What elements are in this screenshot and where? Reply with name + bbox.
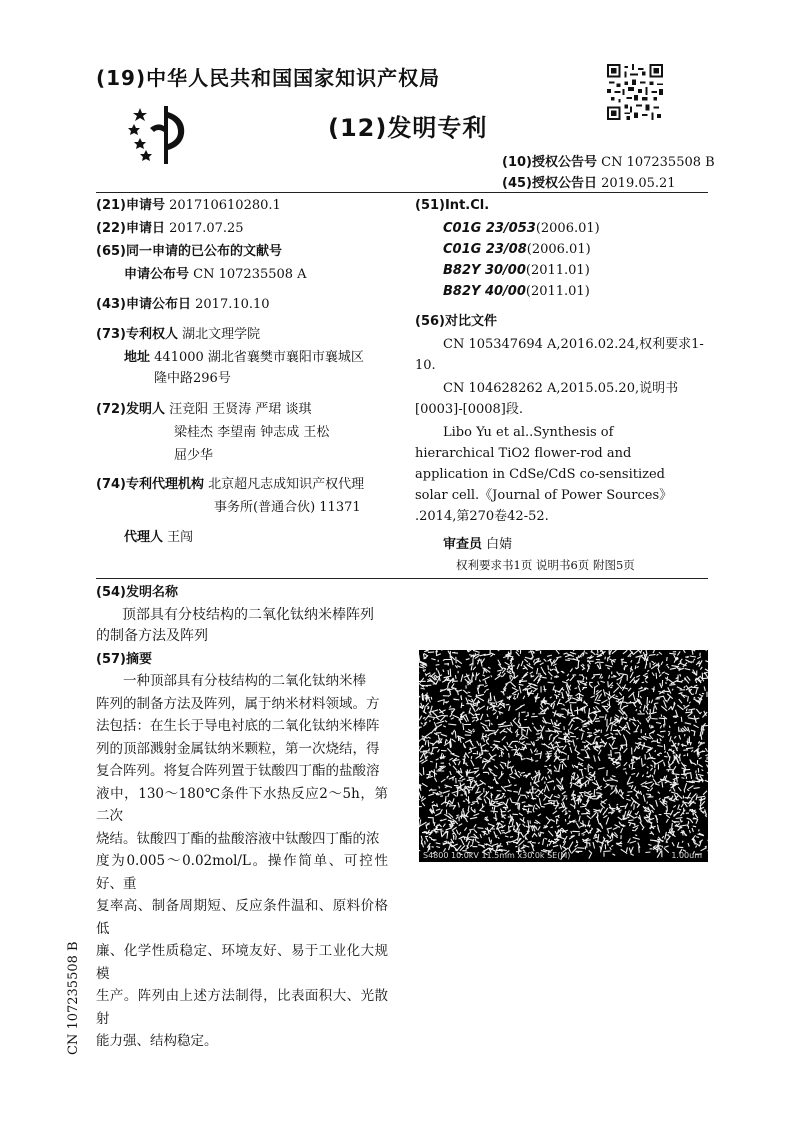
sem-caption: S4800 10.0kV 11.5mm x30.0k SE(M): [423, 851, 571, 860]
title-block: [96, 582, 396, 670]
header-divider: [96, 192, 708, 193]
application-number: (21)申请号 201710610280.1: [96, 198, 281, 213]
prior-publication-date: (43)申请公布日 2017.10.10: [96, 297, 270, 312]
inventors-line3: 屈少华: [174, 448, 214, 463]
sem-micrograph-image: [419, 650, 708, 862]
ref-3-line3: application in CdSe/CdS co-sensitized: [415, 467, 665, 482]
ipc-3: B82Y 30/00(2011.01): [443, 263, 590, 278]
address: 地址 441000 湖北省襄樊市襄阳市襄城区: [124, 350, 364, 365]
mid-divider: [96, 578, 708, 579]
ipc-1: C01G 23/053(2006.01): [443, 221, 600, 236]
address-line2: 隆中路296号: [154, 371, 231, 386]
application-date: (22)申请日 2017.07.25: [96, 221, 244, 236]
ref-3: Libo Yu et al..Synthesis of: [443, 425, 614, 440]
publication-date: (45)授权公告日 2019.05.21: [502, 176, 676, 191]
agent: 代理人 王闯: [124, 530, 194, 545]
ref-2-line2: [0003]-[0008]段.: [415, 402, 523, 417]
document-type: (12)发明专利: [328, 114, 488, 142]
ref-3-line2: hierarchical TiO2 flower-rod and: [415, 446, 632, 461]
abstract-label: (57)摘要: [96, 652, 152, 667]
inventors-line2: 梁桂杰 李望南 钟志成 王松: [174, 425, 330, 440]
side-patent-number: CN 107235508 B: [66, 941, 81, 1055]
agency: (74)专利代理机构 北京超凡志成知识产权代理: [96, 477, 365, 492]
ref-1: CN 105347694 A,2016.02.24,权利要求1-: [443, 337, 704, 352]
publication-number: (10)授权公告号 CN 107235508 B: [502, 155, 715, 170]
ref-1-line2: 10.: [415, 358, 436, 373]
ref-3-line5: .2014,第270卷42-52.: [415, 509, 549, 524]
ref-3-line4: solar cell.《Journal of Power Sources》: [415, 488, 673, 503]
inventors: (72)发明人 汪竞阳 王贤涛 严珺 谈琪: [96, 402, 312, 417]
examiner: 审查员 白婧: [443, 537, 513, 552]
page-counts: 权利要求书1页 说明书6页 附图5页: [456, 558, 635, 572]
office-name: (19)中华人民共和国国家知识产权局: [96, 66, 441, 90]
title-line1: 顶部具有分枝结构的二氧化钛纳米棒阵列: [122, 607, 374, 623]
sem-scale-bar: 1.00um: [671, 851, 702, 860]
sem-texture: [419, 650, 708, 862]
title-label: (54)发明名称: [96, 585, 178, 600]
bibliographic-left: [96, 195, 406, 548]
cnipa-logo-icon: [128, 104, 188, 166]
prior-publication-number: 申请公布号 CN 107235508 A: [124, 267, 307, 282]
cited-refs-label: (56)对比文件: [415, 314, 497, 329]
bibliographic-right: [415, 195, 710, 555]
prior-publication: (65)同一申请的已公布的文献号: [96, 244, 282, 259]
int-cl-label: (51)Int.Cl.: [415, 198, 490, 213]
ref-2: CN 104628262 A,2015.05.20,说明书: [443, 381, 679, 396]
qr-code-icon: [607, 64, 663, 120]
agency-line2: 事务所(普通合伙) 11371: [214, 500, 361, 515]
patentee: (73)专利权人 湖北文理学院: [96, 327, 261, 342]
abstract-body: 一种顶部具有分枝结构的二氧化钛纳米棒 阵列的制备方法及阵列，属于纳米材料领域。方 法包括：在生长于导电衬底的二氧化钛纳米棒阵 列的顶部溅射金属钛纳米颗粒，第一次烧结，得 复合阵列。将复合阵列置于钛酸四丁酯的盐酸溶 液中，130～180℃条件下水热反应2～5h，第二次 烧结。钛酸四丁酯的盐酸溶液中钛酸四丁酯的浓 度为0.005～0.02mol/L。操作简单、可控性好、重 复率高、制备周期短、反应条件温和、原料价格低 廉、化学性质稳定、环境友好、易于工业化大规模 生产。阵列由上述方法制得，比表面积大、光散射 能力强、结构稳定。: [96, 673, 388, 1049]
ipc-2: C01G 23/08(2006.01): [443, 242, 591, 257]
ipc-4: B82Y 40/00(2011.01): [443, 284, 590, 299]
title-line2: 的制备方法及阵列: [96, 628, 208, 644]
